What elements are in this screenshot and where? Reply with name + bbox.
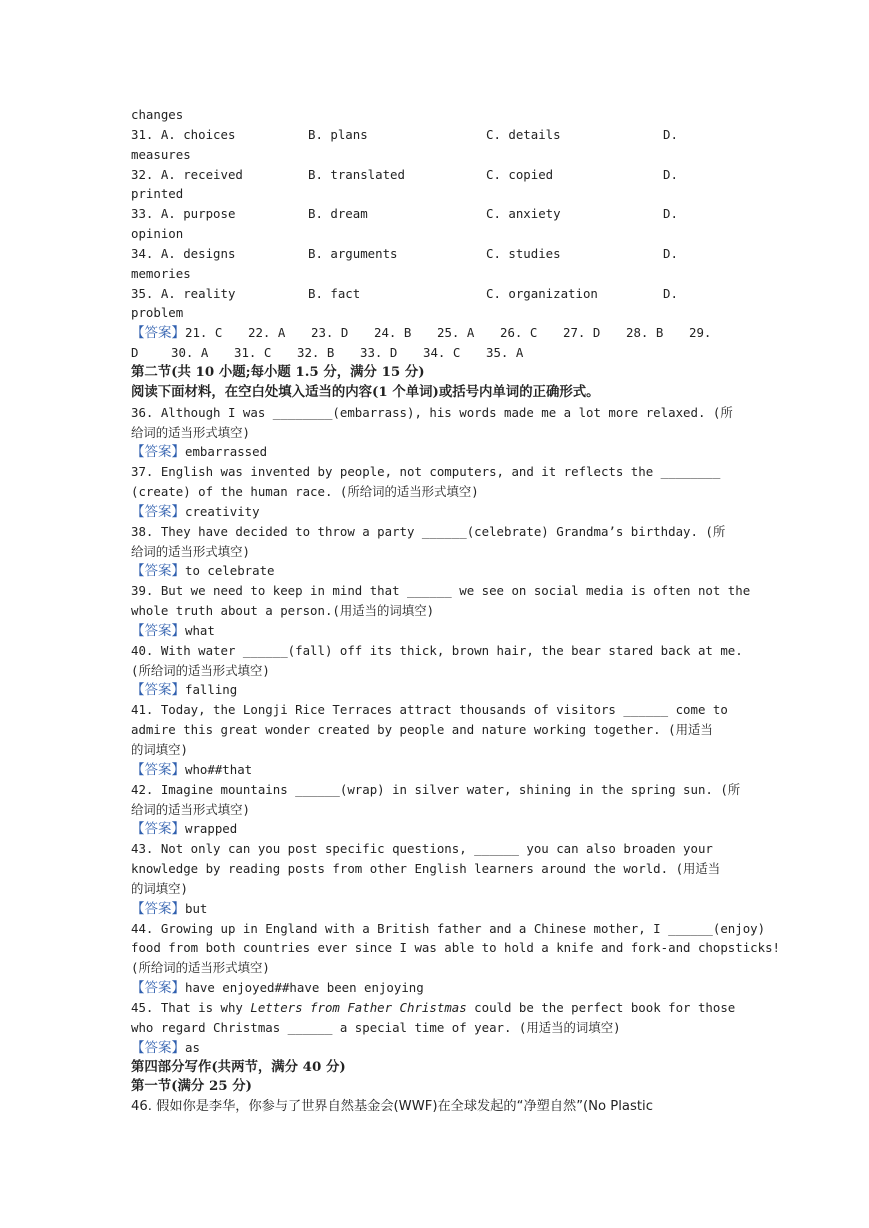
answer-line bbox=[131, 323, 737, 343]
answer-key: D bbox=[131, 345, 139, 361]
answer-key: 24. B bbox=[374, 325, 412, 341]
question-row bbox=[131, 125, 737, 145]
answer-key: 31. C bbox=[234, 345, 272, 361]
answer-value: embarrassed bbox=[185, 444, 268, 460]
question-line: 42. Imagine mountains ______(wrap) in silver water, shining in the spring sun. (所 bbox=[131, 781, 741, 797]
multiple-choice-block bbox=[131, 125, 737, 323]
answer-key: 32. B bbox=[297, 345, 335, 361]
answer-key: 30. A bbox=[171, 345, 209, 361]
answer-key: 27. D bbox=[563, 325, 601, 341]
question-row bbox=[131, 244, 737, 264]
question-45 bbox=[131, 998, 737, 1058]
question-line: 43. Not only can you post specific questions, ______ you can also broaden your bbox=[131, 841, 713, 857]
question-line: food from both countries ever since I was able to hold a knife and fork-and chopsticks! bbox=[131, 940, 781, 956]
question-line: (所给词的适当形式填空) bbox=[131, 662, 270, 678]
question-item bbox=[131, 522, 737, 582]
section2-instruction: 阅读下面材料，在空白处填入适当的内容(1 个单词)或括号内单词的正确形式。 bbox=[131, 383, 600, 400]
option-d: D. bbox=[663, 285, 678, 301]
part4-section1-title: 第一节(满分 25 分) bbox=[131, 1078, 252, 1095]
answer-line bbox=[131, 561, 737, 581]
option-d-text: memories bbox=[131, 265, 191, 281]
option-d-text: measures bbox=[131, 146, 191, 162]
continued-line: changes bbox=[131, 107, 184, 122]
option-d: D. bbox=[663, 126, 678, 142]
answer-tag: 【答案】 bbox=[131, 682, 185, 699]
question-item bbox=[131, 700, 737, 779]
question-row bbox=[131, 284, 737, 304]
option-d-text: printed bbox=[131, 186, 184, 202]
answer-key: 26. C bbox=[500, 325, 538, 341]
question-item bbox=[131, 780, 741, 840]
question-line: 37. English was invented by people, not computers, and it reflects the ________ bbox=[131, 464, 721, 480]
answer-tag: 【答案】 bbox=[131, 1039, 185, 1056]
answer-keys-line2 bbox=[131, 345, 549, 360]
answer-key: 34. C bbox=[423, 345, 461, 361]
option-d: D. bbox=[663, 166, 678, 182]
question-line: 40. With water ______(fall) off its thick, brown hair, the bear stared back at me. bbox=[131, 642, 743, 658]
option-b: B. plans bbox=[308, 126, 368, 142]
question-line: 36. Although I was ________(embarrass), his words made me a lot more relaxed. (所 bbox=[131, 404, 733, 420]
question-line: 的词填空) bbox=[131, 880, 189, 896]
answer-line bbox=[131, 978, 737, 998]
option-a: 33. A. purpose bbox=[131, 206, 236, 222]
answer-value: who##that bbox=[185, 761, 253, 777]
answer-tag: 【答案】 bbox=[131, 821, 185, 838]
question-line: (create) of the human race. (所给词的适当形式填空) bbox=[131, 484, 479, 500]
section2-title: 第二节(共 10 小题;每小题 1.5 分，满分 15 分) bbox=[131, 363, 425, 380]
question-line: 41. Today, the Longji Rice Terraces attract thousands of visitors ______ come to bbox=[131, 702, 728, 718]
answer-key: 25. A bbox=[437, 325, 475, 341]
answer-key: 22. A bbox=[248, 325, 286, 341]
question-line: (所给词的适当形式填空) bbox=[131, 960, 270, 976]
answer-value: wrapped bbox=[185, 821, 238, 837]
answer-value: what bbox=[185, 622, 215, 638]
answer-line bbox=[131, 1038, 737, 1058]
question-row bbox=[131, 204, 737, 224]
answer-tag: 【答案】 bbox=[131, 900, 185, 917]
answer-key: 33. D bbox=[360, 345, 398, 361]
answer-line-cont bbox=[131, 343, 737, 363]
document-page bbox=[131, 105, 781, 1117]
question-line: knowledge by reading posts from other English learners around the world. (用适当 bbox=[131, 861, 721, 877]
question-row bbox=[131, 165, 737, 185]
answer-line bbox=[131, 819, 737, 839]
answer-line bbox=[131, 899, 737, 919]
option-c: C. details bbox=[486, 126, 561, 142]
answer-key: 29. bbox=[689, 325, 712, 341]
question-line: 给词的适当形式填空) bbox=[131, 424, 250, 440]
question-item bbox=[131, 839, 737, 918]
question-line: 的词填空) bbox=[131, 742, 189, 757]
answer-tag: 【答案】 bbox=[131, 761, 185, 778]
option-d-text: opinion bbox=[131, 226, 184, 242]
question-item bbox=[131, 403, 737, 463]
question-line: 39. But we need to keep in mind that ______ we see on social media is often not the bbox=[131, 583, 751, 599]
answer-tag: 【答案】 bbox=[131, 444, 185, 461]
answer-line bbox=[131, 502, 737, 522]
question-item bbox=[131, 581, 751, 641]
answer-key: 28. B bbox=[626, 325, 664, 341]
answer-line bbox=[131, 680, 737, 700]
question-line: whole truth about a person.(用适当的词填空) bbox=[131, 603, 435, 619]
answer-value: but bbox=[185, 900, 208, 916]
option-b: B. translated bbox=[308, 166, 405, 182]
question-line: 44. Growing up in England with a British father and a Chinese mother, I ______(enjoy) bbox=[131, 920, 766, 936]
answer-line bbox=[131, 442, 737, 462]
answer-value: creativity bbox=[185, 503, 260, 519]
answer-tag: 【答案】 bbox=[131, 563, 185, 580]
option-a: 34. A. designs bbox=[131, 245, 236, 261]
answer-value: to celebrate bbox=[185, 563, 275, 579]
option-c: C. organization bbox=[486, 285, 598, 301]
question-item bbox=[131, 462, 737, 522]
question-line: who regard Christmas ______ a special time of year. (用适当的词填空) bbox=[131, 1019, 621, 1035]
answer-line bbox=[131, 621, 737, 641]
question-line: 45. That is why Letters from Father Christmas could be the perfect book for those bbox=[131, 999, 736, 1015]
question-item bbox=[131, 641, 743, 701]
question-line: admire this great wonder created by people and nature working together. (用适当 bbox=[131, 722, 713, 738]
part4-title: 第四部分写作(共两节，满分 40 分) bbox=[131, 1058, 346, 1075]
option-c: C. studies bbox=[486, 245, 561, 261]
answer-key: 21. C bbox=[185, 325, 223, 341]
answer-tag: 【答案】 bbox=[131, 325, 185, 342]
answer-value: falling bbox=[185, 682, 238, 698]
book-title: Letters from Father Christmas bbox=[250, 999, 467, 1015]
option-c: C. copied bbox=[486, 166, 554, 182]
option-a: 35. A. reality bbox=[131, 285, 236, 301]
answer-line bbox=[131, 760, 737, 780]
option-d: D. bbox=[663, 206, 678, 222]
option-b: B. fact bbox=[308, 285, 361, 301]
answer-value: as bbox=[185, 1039, 200, 1055]
answer-keys-line1 bbox=[185, 325, 752, 340]
question-46: 46. 假如你是李华，你参与了世界自然基金会(WWF)在全球发起的“净塑自然”(No Plastic bbox=[131, 1099, 653, 1115]
answer-tag: 【答案】 bbox=[131, 980, 185, 997]
option-c: C. anxiety bbox=[486, 206, 561, 222]
answer-key: 35. A bbox=[486, 345, 524, 361]
option-b: B. arguments bbox=[308, 245, 398, 261]
question-line: 给词的适当形式填空) bbox=[131, 801, 250, 817]
option-d: D. bbox=[663, 245, 678, 261]
answer-value: have enjoyed##have been enjoying bbox=[185, 980, 424, 996]
answer-tag: 【答案】 bbox=[131, 622, 185, 639]
option-b: B. dream bbox=[308, 206, 368, 222]
fill-blank-block bbox=[131, 403, 781, 998]
option-d-text: problem bbox=[131, 305, 184, 321]
answer-key: 23. D bbox=[311, 325, 349, 341]
option-a: 31. A. choices bbox=[131, 126, 236, 142]
question-item bbox=[131, 919, 781, 998]
question-line: 38. They have decided to throw a party ______(celebrate) Grandma’s birthday. (所 bbox=[131, 523, 726, 539]
question-line: 给词的适当形式填空) bbox=[131, 543, 250, 559]
answer-tag: 【答案】 bbox=[131, 503, 185, 520]
option-a: 32. A. received bbox=[131, 166, 243, 182]
